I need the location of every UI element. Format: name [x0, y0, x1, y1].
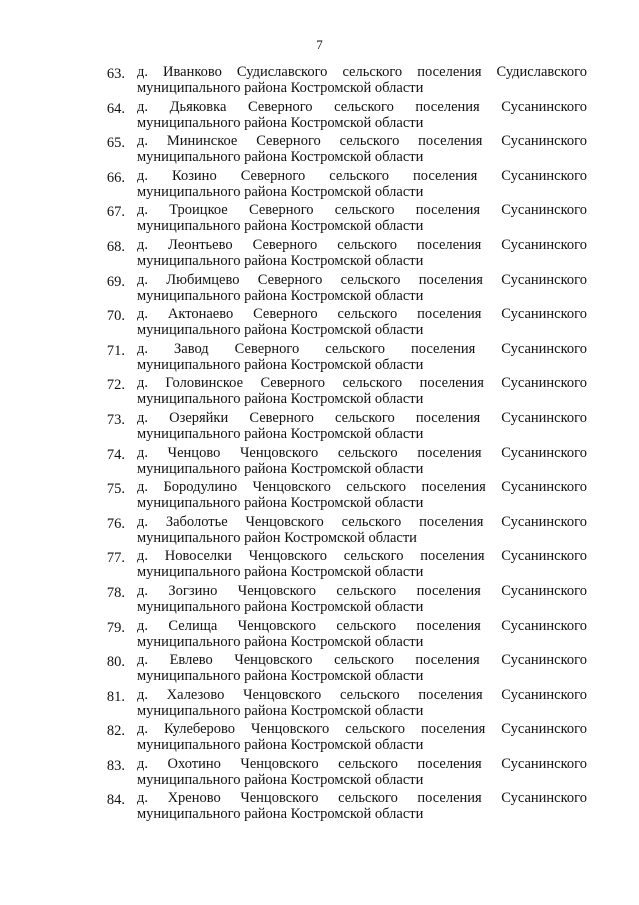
item-text-line2: муниципального района Костромской области	[137, 633, 424, 650]
item-text-line1: д. Ченцово Ченцовского сельского поселения Сусанинского	[137, 444, 587, 461]
item-text-line2: муниципального района Костромской области	[137, 322, 424, 339]
list-item	[0, 790, 639, 825]
item-text-line1: д. Дьяковка Северного сельского поселения Сусанинского	[137, 98, 587, 115]
item-text-line1: д. Охотино Ченцовского сельского поселения Сусанинского	[137, 755, 587, 772]
list-item	[0, 168, 639, 203]
item-text-line1: д. Хреново Ченцовского сельского поселения Сусанинского	[137, 790, 587, 807]
item-text-line2: муниципального района Костромской области	[137, 806, 424, 823]
list-item	[0, 272, 639, 307]
item-number: 73.	[106, 411, 125, 428]
item-text-line2: муниципального района Костромской области	[137, 598, 424, 615]
item-text-line2: муниципального района Костромской области	[137, 495, 424, 512]
item-text-line1: д. Актонаево Северного сельского поселения Сусанинского	[137, 306, 587, 323]
item-text-line2: муниципального района Костромской области	[137, 771, 424, 788]
item-number: 82.	[106, 723, 125, 740]
item-text-line1: д. Кулеберово Ченцовского сельского поселения Сусанинского	[137, 721, 587, 738]
settlement-list	[0, 64, 639, 825]
item-number: 78.	[106, 584, 125, 601]
item-number: 64.	[106, 100, 125, 117]
list-item	[0, 652, 639, 687]
item-number: 81.	[106, 688, 125, 705]
list-item	[0, 237, 639, 272]
list-item	[0, 687, 639, 722]
list-item	[0, 202, 639, 237]
item-text-line1: д. Халезово Ченцовского сельского поселения Сусанинского	[137, 686, 587, 703]
list-item	[0, 133, 639, 168]
item-text-line1: д. Селища Ченцовского сельского поселения Сусанинского	[137, 617, 587, 634]
item-text-line1: д. Головинское Северного сельского поселения Сусанинского	[137, 375, 587, 392]
item-text-line2: муниципального района Костромской области	[137, 252, 424, 269]
list-item	[0, 341, 639, 376]
item-number: 66.	[106, 169, 125, 186]
list-item	[0, 64, 639, 99]
item-text-line2: муниципального района Костромской области	[137, 183, 424, 200]
item-number: 71.	[106, 342, 125, 359]
item-text-line2: муниципального района Костромской области	[137, 356, 424, 373]
list-item	[0, 756, 639, 791]
item-text-line1: д. Любимцево Северного сельского поселения Сусанинского	[137, 271, 587, 288]
item-number: 77.	[106, 550, 125, 567]
item-text-line2: муниципального района Костромской области	[137, 668, 424, 685]
list-item	[0, 375, 639, 410]
item-text-line2: муниципального района Костромской области	[137, 149, 424, 166]
item-number: 84.	[106, 792, 125, 809]
item-number: 67.	[106, 204, 125, 221]
list-item	[0, 618, 639, 653]
item-number: 69.	[106, 273, 125, 290]
item-text-line2: муниципального района Костромской области	[137, 425, 424, 442]
item-text-line2: муниципального района Костромской области	[137, 114, 424, 131]
item-text-line2: муниципального района Костромской области	[137, 737, 424, 754]
page-number: 7	[316, 37, 323, 52]
item-text-line1: д. Леонтьево Северного сельского поселения Сусанинского	[137, 236, 587, 253]
item-text-line1: д. Троицкое Северного сельского поселения Сусанинского	[137, 202, 587, 219]
item-text-line2: муниципального района Костромской области	[137, 391, 424, 408]
item-text-line2: муниципального района Костромской области	[137, 218, 424, 235]
item-number: 75.	[106, 481, 125, 498]
item-text-line1: д. Мининское Северного сельского поселения Сусанинского	[137, 133, 587, 150]
item-text-line2: муниципального района Костромской области	[137, 460, 424, 477]
item-number: 70.	[106, 308, 125, 325]
item-number: 63.	[106, 66, 125, 82]
list-item	[0, 410, 639, 445]
item-text-line1: д. Новоселки Ченцовского сельского поселения Сусанинского	[137, 548, 587, 565]
item-number: 74.	[106, 446, 125, 463]
item-number: 65.	[106, 135, 125, 152]
list-item	[0, 479, 639, 514]
item-number: 76.	[106, 515, 125, 532]
item-text-line1: д. Озеряйки Северного сельского поселения Сусанинского	[137, 409, 587, 426]
list-item	[0, 514, 639, 549]
item-number: 68.	[106, 238, 125, 255]
item-text-line1: д. Евлево Ченцовского сельского поселения Сусанинского	[137, 652, 587, 669]
item-number: 80.	[106, 654, 125, 671]
item-text-line1: д. Иванково Судиславского сельского поселения Судиславского	[137, 64, 587, 80]
item-text-line1: д. Заболотье Ченцовского сельского поселения Сусанинского	[137, 513, 587, 530]
list-item	[0, 721, 639, 756]
item-text-line2: муниципального района Костромской области	[137, 564, 424, 581]
list-item	[0, 583, 639, 618]
item-number: 83.	[106, 757, 125, 774]
list-item	[0, 99, 639, 134]
item-text-line1: д. Бородулино Ченцовского сельского поселения Сусанинского	[137, 479, 587, 496]
item-text-line1: д. Зогзино Ченцовского сельского поселения Сусанинского	[137, 582, 587, 599]
item-text-line1: д. Козино Северного сельского поселения Сусанинского	[137, 167, 587, 184]
list-item	[0, 306, 639, 341]
item-number: 72.	[106, 377, 125, 394]
item-text-line2: муниципального район Костромской области	[137, 529, 417, 546]
list-item	[0, 548, 639, 583]
list-item	[0, 445, 639, 480]
item-number: 79.	[106, 619, 125, 636]
item-text-line2: муниципального района Костромской области	[137, 702, 424, 719]
item-text-line2: муниципального района Костромской области	[137, 287, 424, 304]
item-text-line1: д. Завод Северного сельского поселения Сусанинского	[137, 340, 587, 357]
item-text-line2: муниципального района Костромской области	[137, 80, 424, 96]
